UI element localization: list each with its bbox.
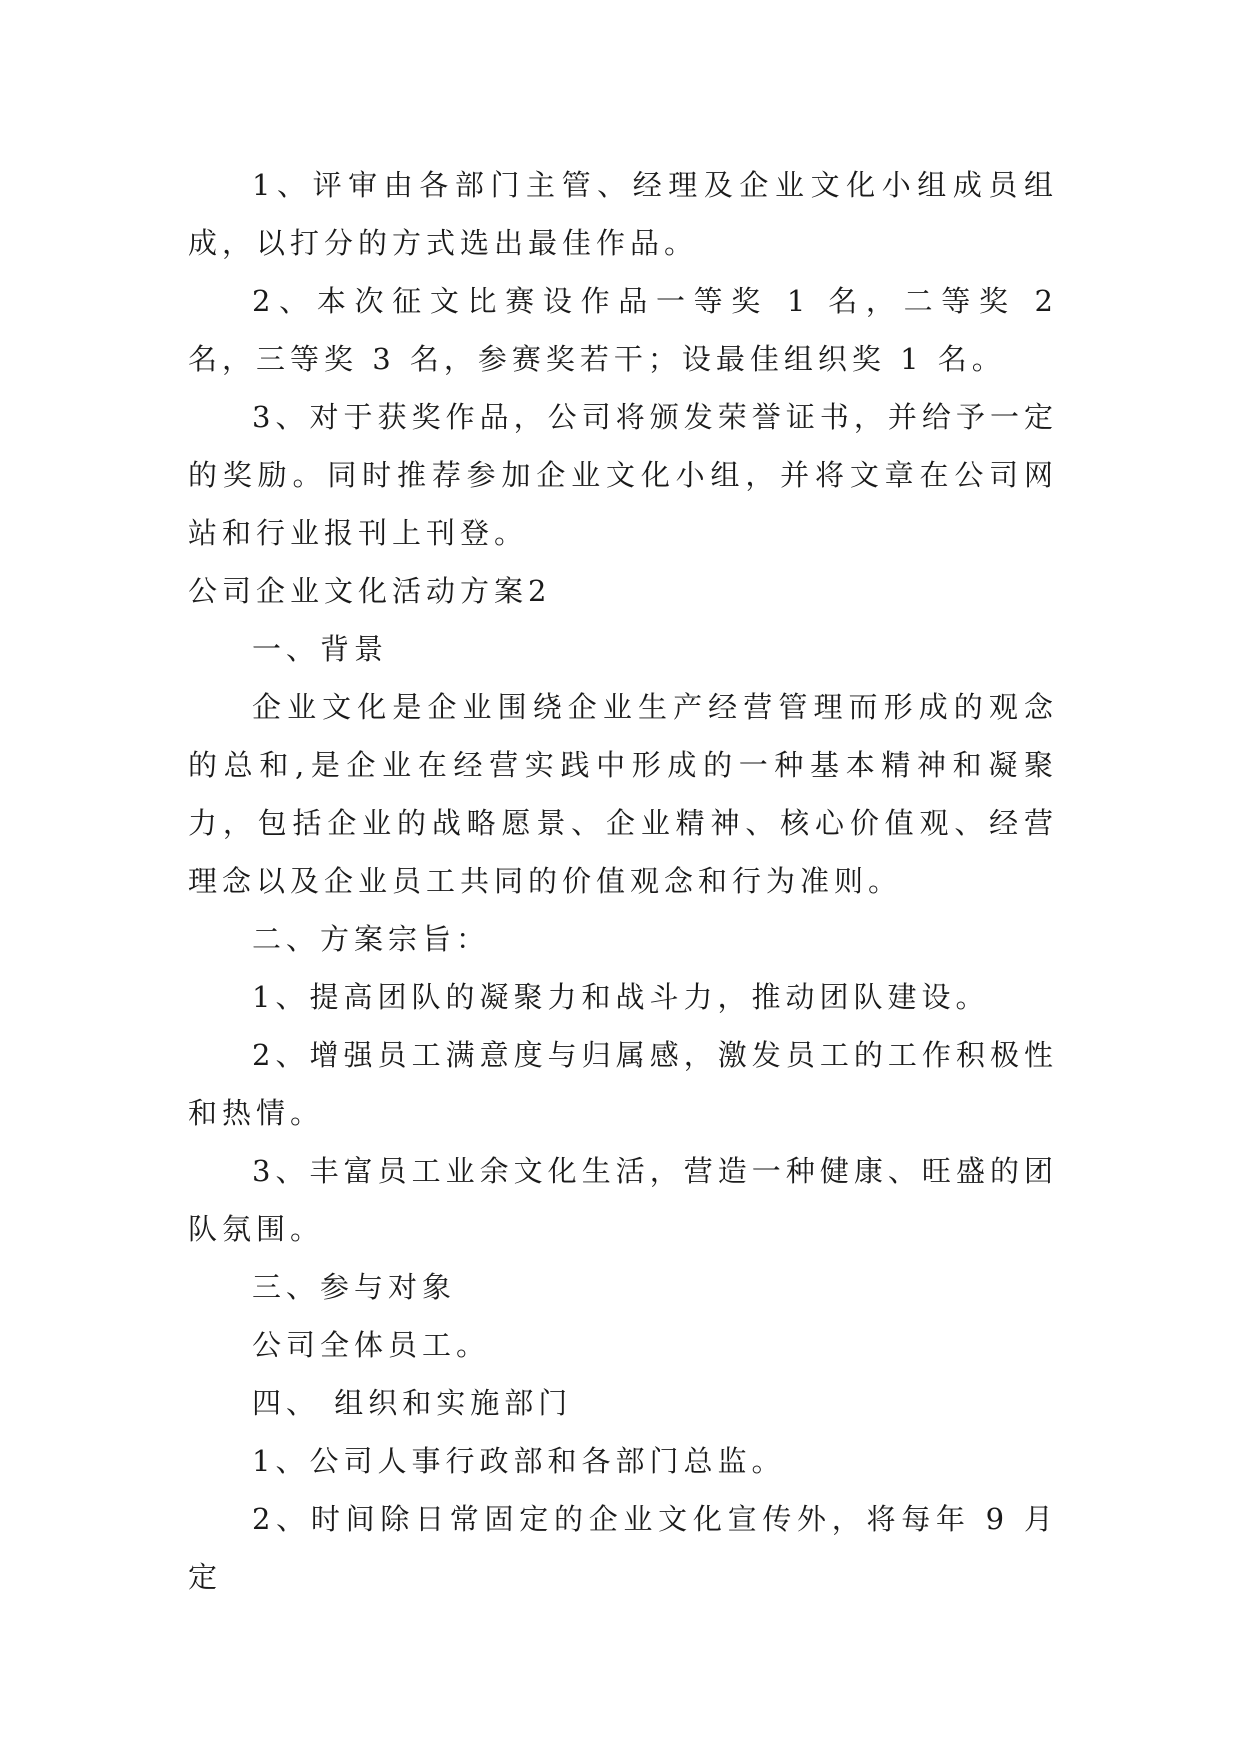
paragraph-review-rule-2: 2、本次征文比赛设作品一等奖 1 名，二等奖 2 名，三等奖 3 名，参赛奖若干；设最佳组织奖 1 名。	[188, 284, 1058, 376]
heading-participants: 三、参与对象	[252, 1270, 457, 1304]
paragraph-purpose-3: 3、丰富员工业余文化生活，营造一种健康、旺盛的团队氛围。	[188, 1154, 1058, 1246]
section-title: 公司企业文化活动方案2	[188, 574, 552, 608]
document-body	[188, 156, 1058, 1606]
paragraph-participants: 公司全体员工。	[252, 1328, 491, 1362]
paragraph-organizers-1: 1、公司人事行政部和各部门总监。	[252, 1444, 786, 1478]
heading-purpose: 二、方案宗旨：	[252, 922, 491, 956]
paragraph-purpose-2: 2、增强员工满意度与归属感，激发员工的工作积极性和热情。	[188, 1038, 1058, 1130]
paragraph-review-rule-3: 3、对于获奖作品，公司将颁发荣誉证书，并给予一定的奖励。同时推荐参加企业文化小组，并将文章在公司网站和行业报刊上刊登。	[188, 400, 1058, 550]
paragraph-review-rule-1: 1、评审由各部门主管、经理及企业文化小组成员组成，以打分的方式选出最佳作品。	[188, 168, 1058, 260]
heading-background: 一、背景	[252, 632, 389, 666]
heading-organizers: 四、 组织和实施部门	[252, 1386, 573, 1420]
paragraph-purpose-1: 1、提高团队的凝聚力和战斗力，推动团队建设。	[252, 980, 990, 1014]
paragraph-organizers-2: 2、时间除日常固定的企业文化宣传外，将每年 9 月定	[188, 1502, 1058, 1594]
paragraph-background: 企业文化是企业围绕企业生产经营管理而形成的观念的总和,是企业在经营实践中形成的一种基本精神和凝聚力，包括企业的战略愿景、企业精神、核心价值观、经营理念以及企业员工共同的价值观念和行为准则。	[188, 690, 1058, 898]
